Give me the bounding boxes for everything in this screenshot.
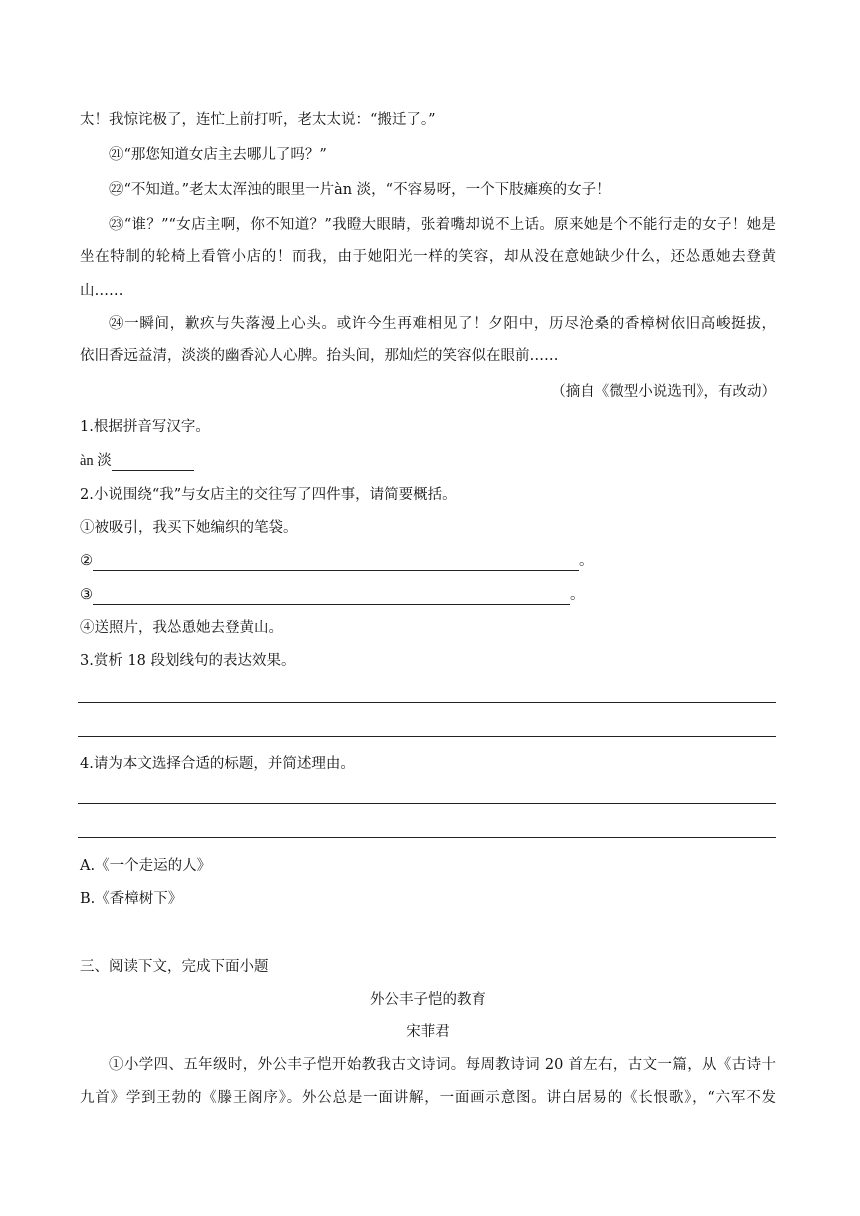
section-heading: 三、阅读下文，完成下面小题 xyxy=(80,959,269,975)
answer-line[interactable] xyxy=(78,837,776,838)
paragraph-23-line-2: 坐在特制的轮椅上看管小店的！而我，由于她阳光一样的笑容，却从没在意她缺少什么，还怂恿她去登黄 xyxy=(80,249,776,265)
pinyin-prompt: àn 淡 xyxy=(80,453,112,469)
period: 。 xyxy=(579,553,594,569)
question-2-item-3 xyxy=(80,585,776,605)
item-marker: ② xyxy=(80,553,93,569)
answer-blank[interactable] xyxy=(93,554,579,571)
article-author: 宋菲君 xyxy=(406,1024,450,1040)
option-a: A.《一个走运的人》 xyxy=(80,858,212,874)
question-2-item-1: ①被吸引，我买下她编织的笔袋。 xyxy=(80,520,298,536)
option-b: B.《香樟树下》 xyxy=(80,891,183,907)
paragraph-24-line-1: ㉔一瞬间，歉疚与失落漫上心头。或许今生再难相见了！夕阳中，历尽沧桑的香樟树依旧高峻挺拔， xyxy=(109,316,776,332)
source-citation: （摘自《微型小说选刊》，有改动） xyxy=(551,384,776,400)
paragraph-23-line-3: 山…… xyxy=(80,283,124,299)
question-1-answer-row xyxy=(80,451,776,471)
story-line: 太！我惊诧极了，连忙上前打听，老太太说：“搬迁了。” xyxy=(80,112,436,128)
answer-line[interactable] xyxy=(78,803,776,804)
question-2-item-4: ④送照片，我怂恿她去登黄山。 xyxy=(80,620,283,636)
article-paragraph-1-line-2: 九首》学到王勃的《滕王阁序》。外公总是一面讲解，一面画示意图。讲白居易的《长恨歌》，“六军不发 xyxy=(80,1090,776,1106)
answer-blank[interactable] xyxy=(93,588,570,605)
article-title: 外公丰子恺的教育 xyxy=(370,992,486,1008)
paragraph-24-line-2: 依旧香远益清，淡淡的幽香沁人心脾。抬头间，那灿烂的笑容似在眼前…… xyxy=(80,348,559,364)
question-3: 3.赏析 18 段划线句的表达效果。 xyxy=(80,653,296,669)
paragraph-23-line-1: ㉓“谁？”“女店主啊，你不知道？”我瞪大眼睛，张着嘴却说不上话。原来她是个不能行走的女子！她是 xyxy=(109,217,776,233)
answer-line[interactable] xyxy=(78,736,776,737)
item-marker: ③ xyxy=(80,587,93,603)
period: 。 xyxy=(570,587,585,603)
question-2-item-2 xyxy=(80,551,776,571)
answer-blank[interactable] xyxy=(112,454,194,471)
article-paragraph-1-line-1: ①小学四、五年级时，外公丰子恺开始教我古文诗词。每周教诗词 20 首左右，古文一篇，从《古诗十 xyxy=(109,1057,776,1073)
paragraph-22: ㉒“不知道。”老太太浑浊的眼里一片àn 淡，“不容易呀，一个下肢瘫痪的女子！ xyxy=(109,182,611,198)
question-4: 4.请为本文选择合适的标题，并简述理由。 xyxy=(80,756,355,772)
question-1: 1.根据拼音写汉字。 xyxy=(80,419,210,435)
paragraph-21: ㉑“那您知道女店主去哪儿了吗？” xyxy=(109,147,327,163)
answer-line[interactable] xyxy=(78,702,776,703)
question-2: 2.小说围绕“我”与女店主的交往写了四件事，请简要概括。 xyxy=(80,487,457,503)
